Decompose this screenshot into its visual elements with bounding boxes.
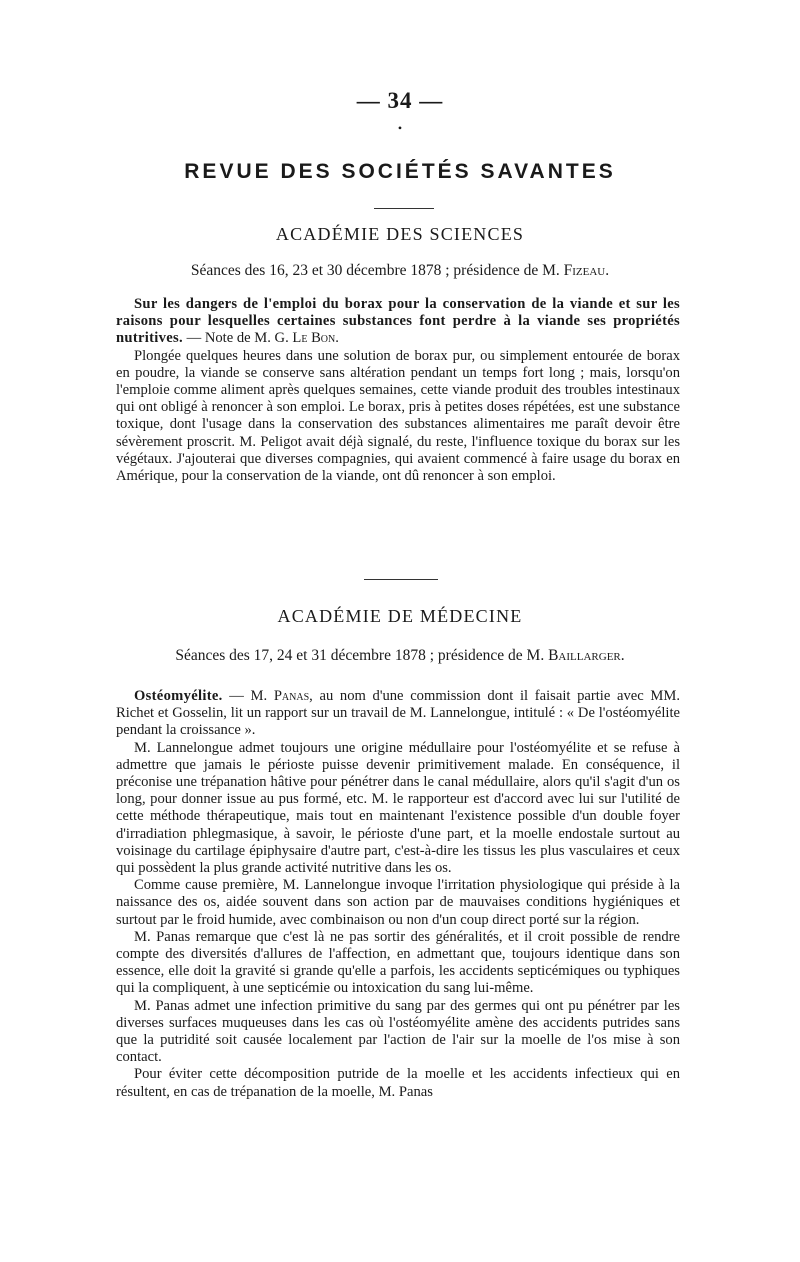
- article-paragraph: M. Panas admet une infection primitive du sang par des germes qui ont pu pénétrer par les diverses surfaces muqueuses dans les cas où l'ostéomyélite amène des accidents putrides sans que la putridité soit causée localement par l'action de l'air sur la moelle de l'os mise à son contact.: [116, 997, 680, 1066]
- article-sciences: [116, 296, 680, 485]
- intro-dash: — M.: [222, 688, 274, 704]
- article-paragraph: M. Lannelongue admet toujours une origine médullaire pour l'ostéomyélite et se refuse à admettre que jamais le périoste puisse devenir primitivement malade. En conséquence, il préconise une trépanation hâtive pour pénétrer dans le canal médullaire, alors qu'il s'agit d'un os long, pour donner issue au pus formé, etc. M. le rapporteur est d'accord avec lui sur l'utilité de cette méthode thérapeutique, mais tout en maintenant l'existence possible d'un double foyer d'irradiation phlegmasique, à savoir, le périoste d'une part, et la moelle endostale surtout au voisinage du cartilage épiphysaire d'autre part, c'est-à-dire les tissus les plus vasculaires et ceux qui possèdent la plus grande activité nutritive dans les os.: [116, 739, 680, 877]
- intro-rest: , au nom d'une commission dont il faisait partie avec MM. Richet et Gosselin, lit un rapport sur un travail de M. Lannelongue, intitulé : « De l'ostéomyélite pendant la croissance ».: [116, 688, 680, 739]
- academy-title-sciences: ACADÉMIE DES SCIENCES: [275, 224, 525, 244]
- bullet-mark: •: [397, 121, 403, 135]
- section-title: REVUE DES SOCIÉTÉS SAVANTES: [184, 160, 616, 183]
- article-paragraph: Pour éviter cette décomposition putride de la moelle et les accidents infectieux qui en résultent, en cas de trépanation de la moelle, M. Panas: [116, 1066, 680, 1100]
- sessions-line-sciences: [0, 262, 800, 280]
- article-heading-paragraph: [116, 296, 680, 348]
- divider-rule: [364, 579, 438, 580]
- article-medecine: [116, 688, 680, 1101]
- note-author: Le Bon.: [292, 330, 339, 347]
- sessions-text: Séances des 17, 24 et 31 décembre 1878 ; présidence de M.: [175, 647, 549, 664]
- article-title: Sur les dangers de l'emploi du borax pour la conservation de la viande et sur les raisons pour lesquelles certaines substances font perdre à la viande ses propriétés nutritives.: [116, 296, 680, 347]
- article-paragraph: M. Panas remarque que c'est là ne pas sortir des généralités, et il croit possible de rendre compte des diversités d'allures de l'affection, en admettant que, toujours identique dans son essence, elle doit la gravité si grande qu'elle a parfois, les accidents septicémiques ou typhiques qui la compliquent, à une septicémie ou intoxication du sang lui-même.: [116, 928, 680, 997]
- article-paragraph: Plongée quelques heures dans une solution de borax pur, ou simplement entourée de borax en poudre, la viande se conserve sans altération pendant un temps fort long ; mais, lorsqu'on l'emploie comme aliment après quelques semaines, cette viande produit des troubles intestinaux qui ont obligé à renoncer à son emploi. Le borax, pris à petites doses répétées, est une substance toxique, dont l'usage dans la conservation des substances alimentaires me paraît devoir être sévèrement proscrit. M. Peligot avait déjà signalé, du reste, l'influence toxique du borax sur les végétaux. J'ajouterai que diverses compagnies, qui avaient commencé à faire usage du borax en Amérique, pour la conservation de la viande, ont dû renoncer à son emploi.: [116, 347, 680, 485]
- divider-rule: [374, 208, 434, 209]
- article-title: Ostéomyélite.: [134, 688, 223, 704]
- note-intro: — Note de M. G.: [182, 330, 293, 347]
- sessions-line-medecine: [0, 647, 800, 665]
- academy-title-medecine: ACADÉMIE DE MÉDECINE: [277, 606, 523, 626]
- page-number: — 34 —: [356, 88, 444, 113]
- article-heading-paragraph: [116, 688, 680, 740]
- president-name: Baillarger.: [548, 647, 625, 664]
- article-paragraph: Comme cause première, M. Lannelongue invoque l'irritation physiologique qui préside à la naissance des os, aidée souvent dans son action par de mauvaises conditions hygiéniques et surtout par le froid humide, avec combinaison ou non d'un coup direct porté sur la région.: [116, 877, 680, 928]
- president-name: Fizeau.: [563, 262, 610, 279]
- rapporteur-name: Panas: [273, 688, 310, 704]
- sessions-text: Séances des 16, 23 et 30 décembre 1878 ; présidence de M.: [190, 262, 564, 279]
